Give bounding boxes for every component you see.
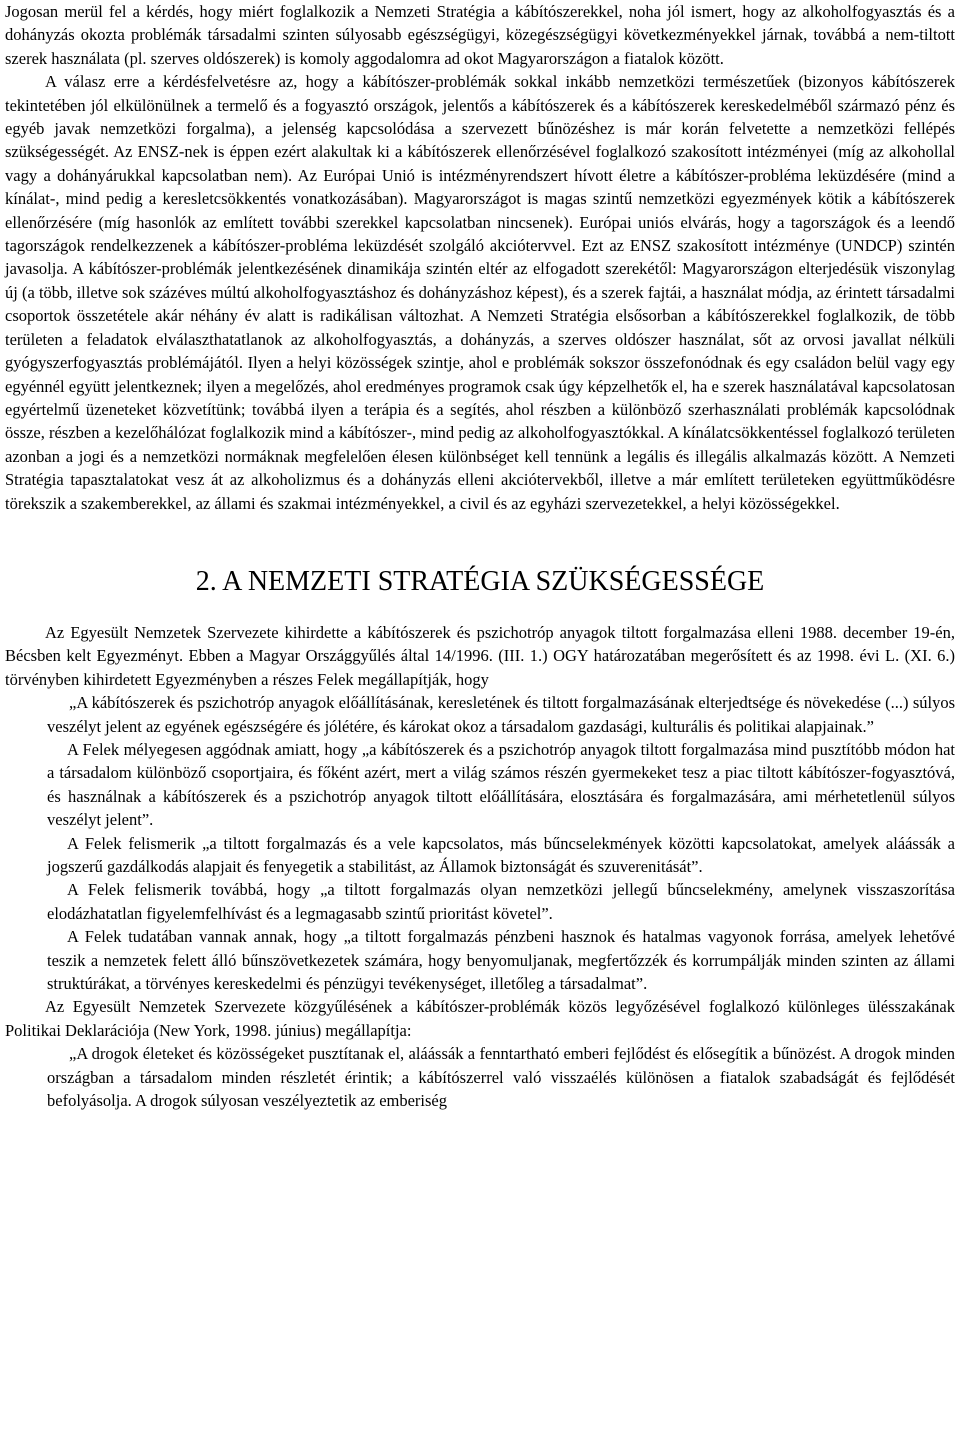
paragraph-intro: Az Egyesült Nemzetek Szervezete kihirdette a kábítószerek és pszichotróp anyagok tiltott forgalmazása elleni 1988. december 19-én, Bécsben kelt Egyezményt. Ebben a Magyar Országgyűlés által 14/1996. (III. 1.) OGY határozatában megerősített és az 1998. évi L. (XI. 6.) törvényben kihirdetett Egyezményben a részes Felek megállapítják, hogy — [5, 622, 955, 689]
paragraph-question: Jogosan merül fel a kérdés, hogy miért foglalkozik a Nemzeti Stratégia a kábítószerekkel, noha jól ismert, hogy az alkoholfogyasztás és a dohányzás okozta problémák társadalmi szinten súlyosabb egészségügyi, közegészségügyi következményekkel járnak, továbbá a nem-tiltott szerek használata (pl. szerves oldószerek) is komoly aggodalomra ad okot Magyarországon a fiatalok között. — [5, 2, 955, 68]
quote-4: A Felek felismerik továbbá, hogy „a tiltott forgalmazás olyan nemzetközi jellegű bűncselekmény, amelynek visszaszorítása elodázhatatlan figyelemfelhívást és a legmagasabb szintű prioritást követel”. — [47, 880, 955, 923]
closing-quote: „A drogok életeket és közösségeket pusztítanak el, aláássák a fenntartható emberi fejlődést és elősegítik a bűnözést. A drogok minden országban a társadalom minden részletét érintik; a kábítószerrel való visszaélés különösen a fiatalok szabadságát és fejlődését befolyásolja. A drogok súlyosan veszélyeztetik az emberiség — [47, 1044, 955, 1111]
quote-3: A Felek felismerik „a tiltott forgalmazás és a vele kapcsolatos, más bűncselekmények közötti kapcsolatokat, amelyek aláássák a jogszerű gazdálkodás alapjait és fenyegetik a stabilitást, az Államok biztonságát és szuverenitását”. — [47, 833, 955, 876]
quote-5: A Felek tudatában vannak annak, hogy „a tiltott forgalmazás pénzbeni hasznok és hatalmas vagyonok forrása, amelyek lehetővé teszik a nemzetek felett álló bűnszövetkezetek számára, hogy benyomuljanak, megfertőzzék és korrumpálják minden szinten az állami struktúrákat, a törvényes kereskedelmi és pénzügyi tevékenységet, illetőleg a társadalmat”. — [47, 927, 955, 994]
paragraph-closing: Az Egyesült Nemzetek Szervezete közgyűlésének a kábítószer-problémák közös legyőzésével foglalkozó különleges ülésszakának Politikai Deklarációja (New York, 1998. június) megállapítja: — [5, 997, 955, 1040]
quote-1: „A kábítószerek és pszichotróp anyagok előállításának, keresletének és tiltott forgalmazásának elterjedtsége és növekedése (...) súlyos veszélyt jelent az egyének egészségére és jólétére, és károkat okoz a társadalom gazdasági, kulturális és politikai alapjainak.” — [47, 693, 955, 736]
paragraph-answer: A válasz erre a kérdésfelvetésre az, hogy a kábítószer-problémák sokkal inkább nemzetközi természetűek (bizonyos kábítószerek tekintetében jól elkülönülnek a termelő és a fogyasztó országok, jelentős a kábítószerek és a kábítószerek kereskedelméből származó pénz és egyéb javak nemzetközi forgalma), a jelenség kapcsolódása a szervezett bűnözéshez is már korán felvetette a nemzetközi fellépés szükségességét. Az ENSZ-nek is éppen ezért alakultak ki a kábítószerek ellenőrzésével foglalkozó szakosított intézményei (míg az alkohollal vagy a dohányárukkal kapcsolatban nem). Az Európai Unió is intézményrendszert hívott életre a kábítószer-probléma leküzdésére (mind a kínálat-, mind pedig a keresletcsökkentés vonatkozásában). Magyarországot is magas szintű nemzetközi egyezmények kötik a kábítószerek ellenőrzésére (míg hasonlók az említett további szerekkel kapcsolatban nincsenek). Európai uniós elvárás, hogy a tagországok és a leendő tagországok rendelkezzenek a kábítószer-probléma leküzdését szolgáló akciótervvel. Ezt az ENSZ szakosított intézménye (UNDCP) szintén javasolja. A kábítószer-problémák jelentkezésének dinamikája szintén eltér az elfogadott szerekétől: Magyarországon elterjedésük viszonylag új (a több, illetve sok százéves múltú alkoholfogyasztáshoz és dohányzáshoz képest), és a szerek fajtái, a használat módja, az érintett társadalmi csoportok összetétele akár néhány év alatt is radikálisan változhat. A Nemzeti Stratégia elsősorban a kábítószerekkel foglalkozik, de több területen a feladatok elválaszthatatlanok az alkoholfogyasztás, a dohányzás, a szerves oldószer használat, sőt az orvosi javallat nélküli gyógyszerfogyasztás problémájától. Ilyen a helyi közösségek szintje, ahol e problémák sokszor összefonódnak és egy családon belül vagy egy egyénnél együtt jelentkeznek; ilyen a megelőzés, ahol eredményes programok csak úgy képzelhetők el, ha e szerek használatával kapcsolatosan egyértelmű üzeneteket közvetítünk; továbbá ilyen a terápia és a segítés, ahol részben a különböző szerhasználati problémák kapcsolódnak össze, részben a kezelőhálózat foglalkozik mind a kábítószer-, mind pedig az alkoholfogyasztókkal. A kínálatcsökkentéssel foglalkozó területen azonban a jogi és a nemzetközi normáknak megfelelően élesen különbséget kell tennünk a legális és illegális alkalmazás között. A Nemzeti Stratégia tapasztalatokat vesz át az alkoholizmus és a dohányzás elleni akciótervekből, illetve a már említett területeken együttműködésre törekszik a szakemberekkel, az állami és szakmai intézményekkel, a civil és az egyházi szervezetekkel, a helyi közösségekkel. — [5, 72, 955, 513]
quote-2: A Felek mélyegesen aggódnak amiatt, hogy „a kábítószerek és a pszichotróp anyagok tiltott forgalmazása mind pusztítóbb módon hat a társadalom különböző csoportjaira, és főként azért, mert a világ számos részén gyermekeket tesz a piac tiltott kábítószer-fogyasztóvá, és használnak a kábítószerek és a pszichotróp anyagok tiltott előállítására, elosztására és forgalmazására, ami mérhetetlenül súlyos veszélyt jelent”. — [47, 739, 955, 830]
document-page — [5, 0, 955, 1112]
section-heading: 2. A NEMZETI STRATÉGIA SZÜKSÉGESSÉGE — [195, 565, 765, 597]
